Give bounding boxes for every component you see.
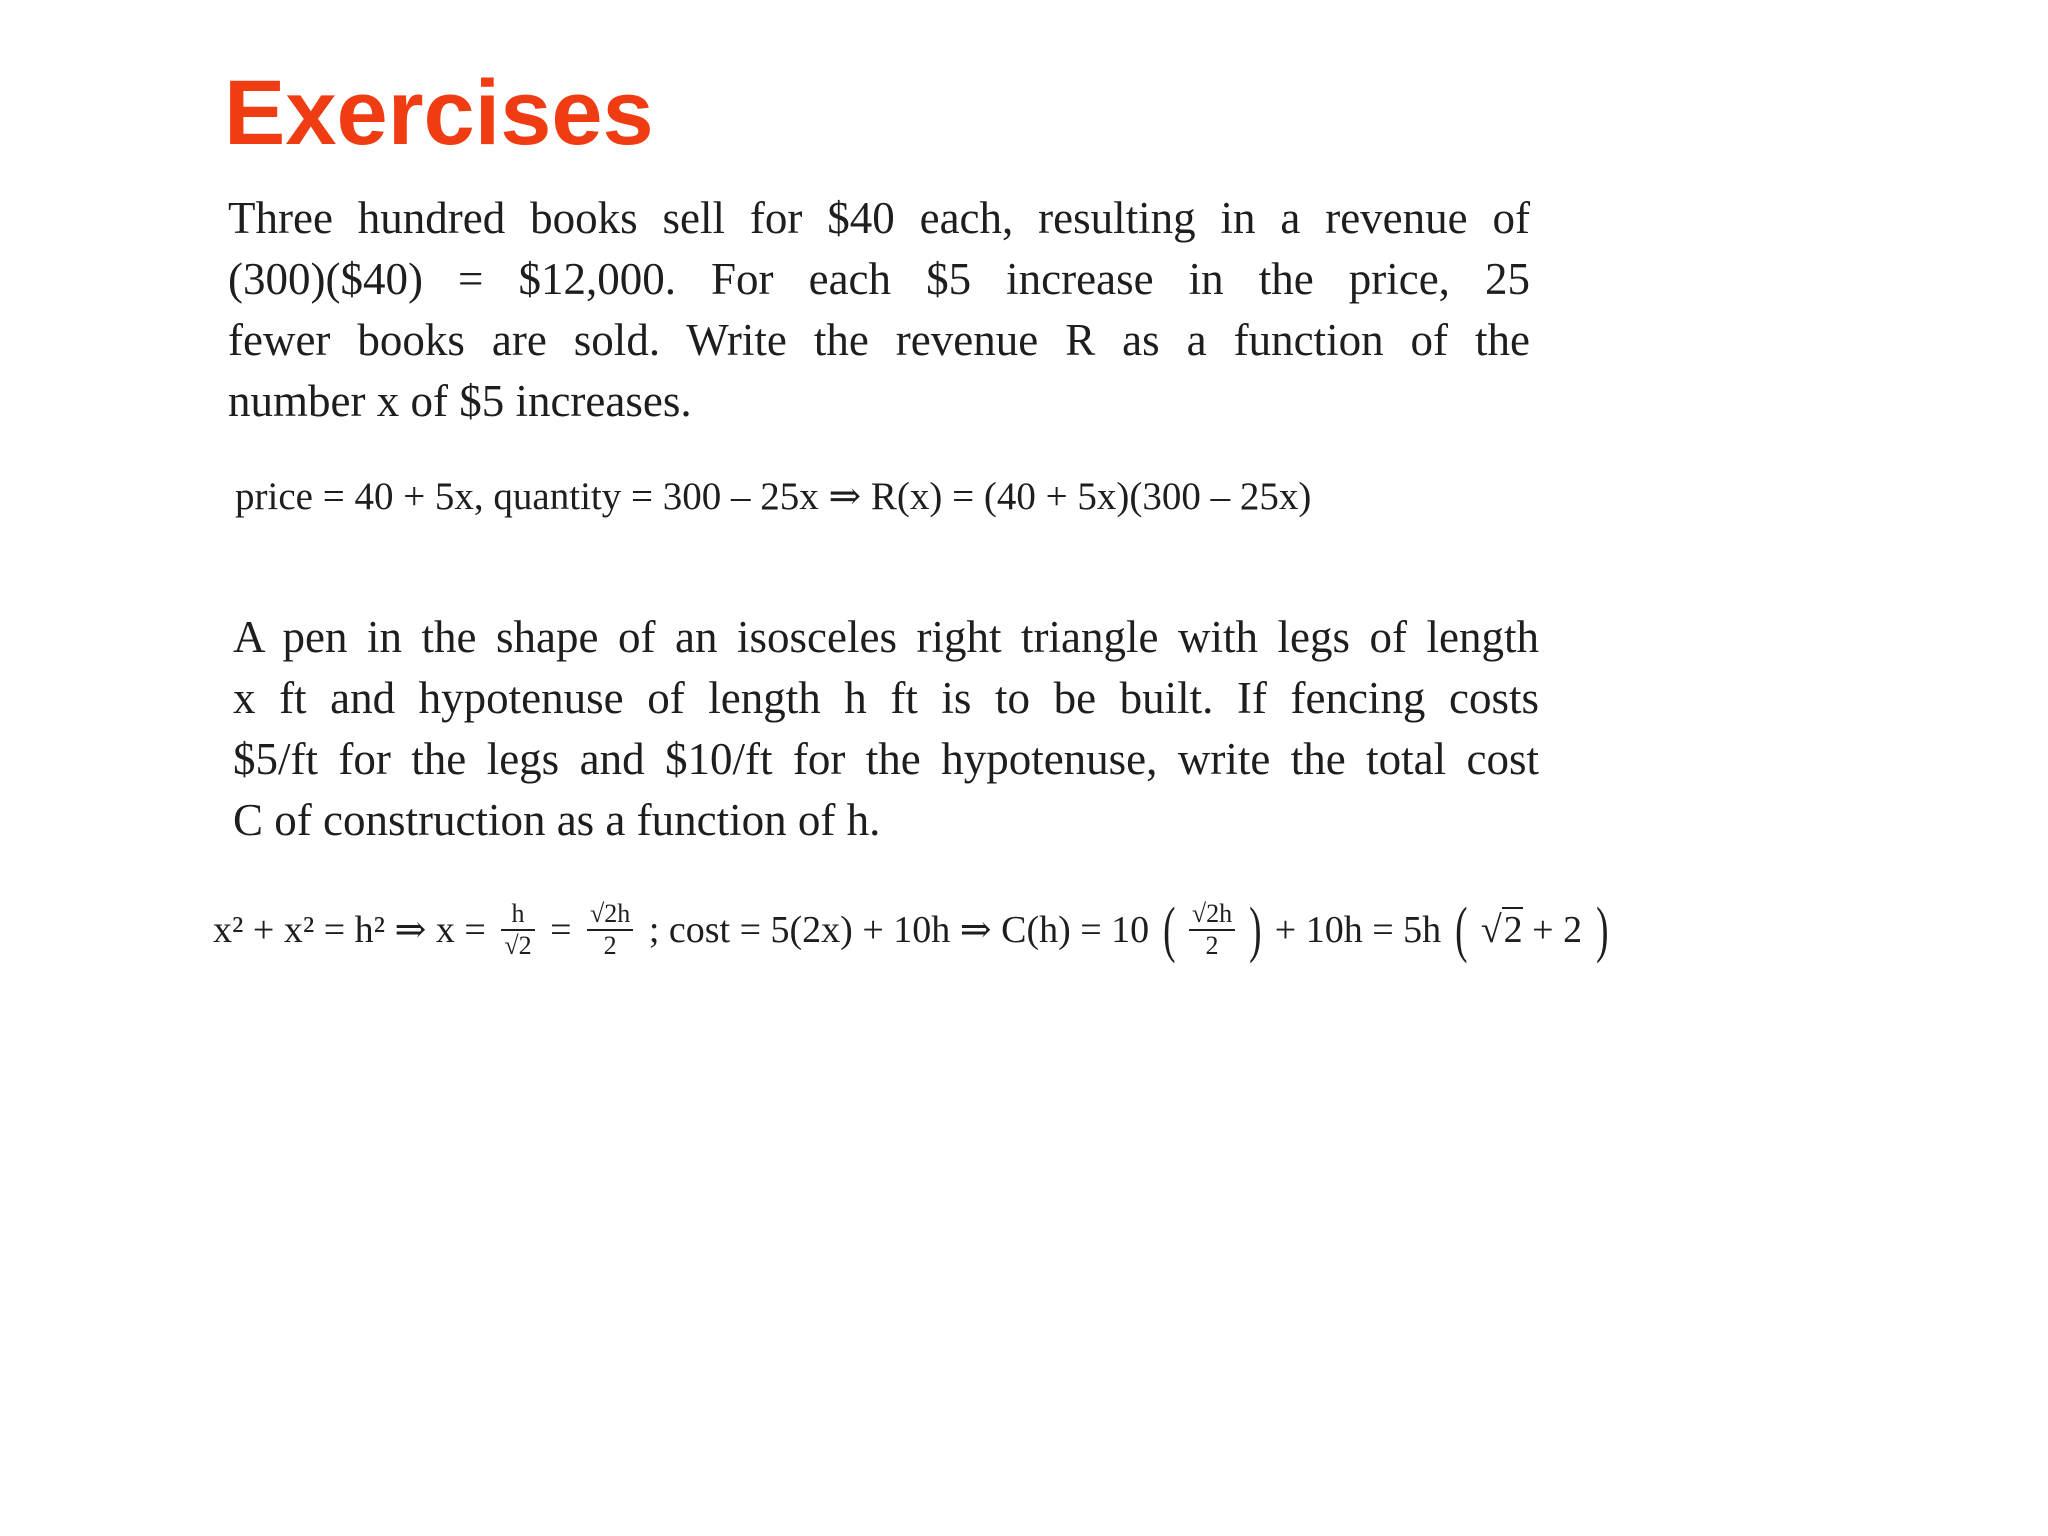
exercise-1-line: number x of $5 increases. [228,376,692,426]
fraction-numerator: √2h [587,899,633,931]
solution-part: + 10h = 5h [1274,909,1442,951]
solution-part: + 2 [1532,909,1583,951]
fraction-numerator: √2h [1189,899,1235,931]
exercise-1-text [228,188,1530,432]
right-paren: ) [1595,896,1609,964]
solution-part: x² + x² = h² ⇒ x = [213,909,486,951]
solution-part: ; cost = 5(2x) + 10h ⇒ C(h) = 10 [648,909,1150,951]
fraction [587,899,633,961]
left-paren: ( [1162,896,1176,964]
fraction [1189,899,1235,961]
exercise-1-solution: price = 40 + 5x, quantity = 300 – 25x ⇒ R(x) = (40 + 5x)(300 – 25x) [235,475,1312,518]
square-root: √2 [1480,909,1523,951]
fraction [501,899,534,961]
exercise-2-line: C of construction as a function of h. [233,795,881,845]
right-paren: ) [1248,896,1262,964]
fraction-denominator: √2 [504,931,532,960]
slide-title: Exercises [224,62,654,164]
fraction-numerator: h [501,899,534,931]
fraction-denominator: 2 [603,931,617,960]
exercise-2-line: x ft and hypotenuse of length h ft is to be built. If fencing costs [233,673,1539,723]
exercise-1-line: fewer books are sold. Write the revenue R as a function of the [228,315,1530,365]
exercise-1-line: Three hundred books sell for $40 each, resulting in a revenue of [228,193,1530,243]
radicand: 2 [1503,909,1523,951]
exercise-2-line: A pen in the shape of an isosceles right triangle with legs of length [233,612,1539,662]
exercise-2-text [233,607,1539,851]
exercise-2-line: $5/ft for the legs and $10/ft for the hypotenuse, write the total cost [233,734,1539,784]
exercise-1-line: (300)($40) = $12,000. For each $5 increase in the price, 25 [228,254,1530,304]
left-paren: ( [1454,896,1468,964]
exercise-2-solution [213,895,1612,985]
equals-sign: = [550,909,572,951]
fraction-denominator: 2 [1205,931,1219,960]
